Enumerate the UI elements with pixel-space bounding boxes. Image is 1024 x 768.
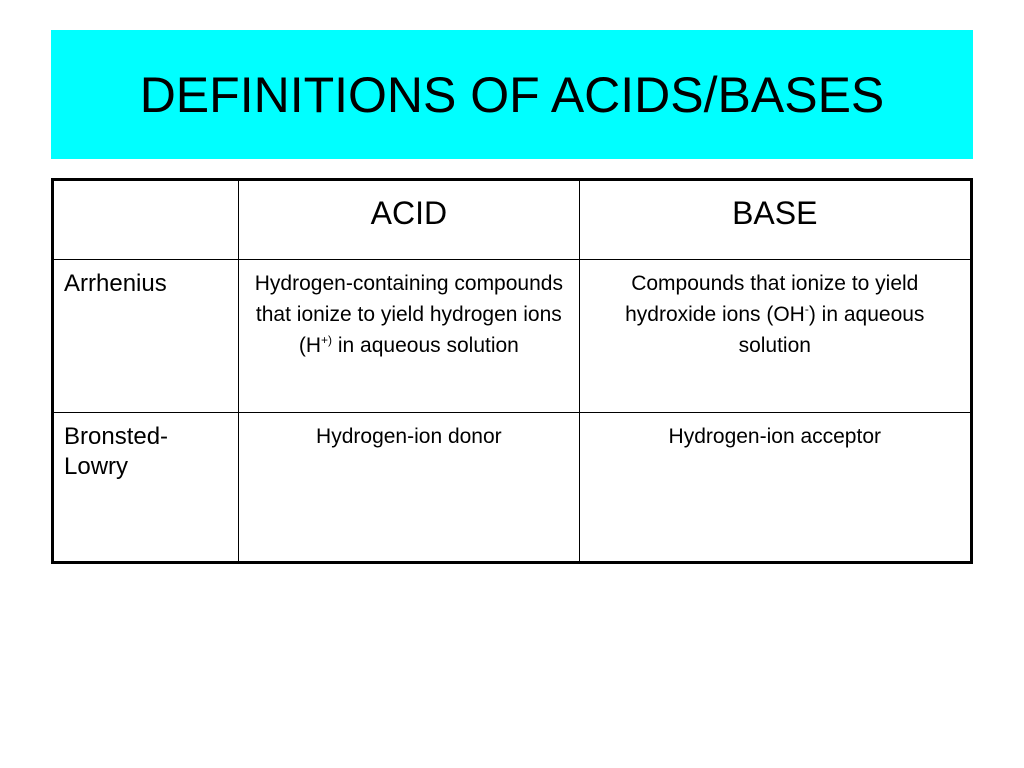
bronsted-lowry-acid-definition: Hydrogen-ion donor: [239, 413, 579, 563]
header-acid: ACID: [239, 180, 579, 260]
hydrogen-ion-charge: +): [321, 333, 333, 347]
page-title: DEFINITIONS OF ACIDS/BASES: [139, 66, 885, 123]
arrhenius-base-definition: [579, 260, 971, 413]
arrhenius-base-text: Compounds that ionize to yield hydroxide ions (OH: [625, 272, 919, 326]
hydroxide-ion-charge: -: [804, 302, 809, 316]
arrhenius-acid-definition: [239, 260, 579, 413]
table-row: [53, 413, 972, 563]
row-label-arrhenius: Arrhenius: [53, 260, 239, 413]
header-blank-cell: [53, 180, 239, 260]
arrhenius-acid-text: Hydrogen-containing compounds that ionize to yield hydrogen ions (H: [254, 272, 563, 357]
arrhenius-base-text-end: ) in aqueous solution: [738, 303, 925, 357]
definitions-table: [51, 178, 973, 564]
bronsted-lowry-base-definition: Hydrogen-ion acceptor: [579, 413, 971, 563]
title-banner: [51, 30, 973, 159]
row-label-bronsted-lowry: Bronsted-Lowry: [53, 413, 239, 563]
table-header-row: [53, 180, 972, 260]
header-base: BASE: [579, 180, 971, 260]
table-row: [53, 260, 972, 413]
arrhenius-acid-text-end: in aqueous solution: [332, 334, 519, 357]
